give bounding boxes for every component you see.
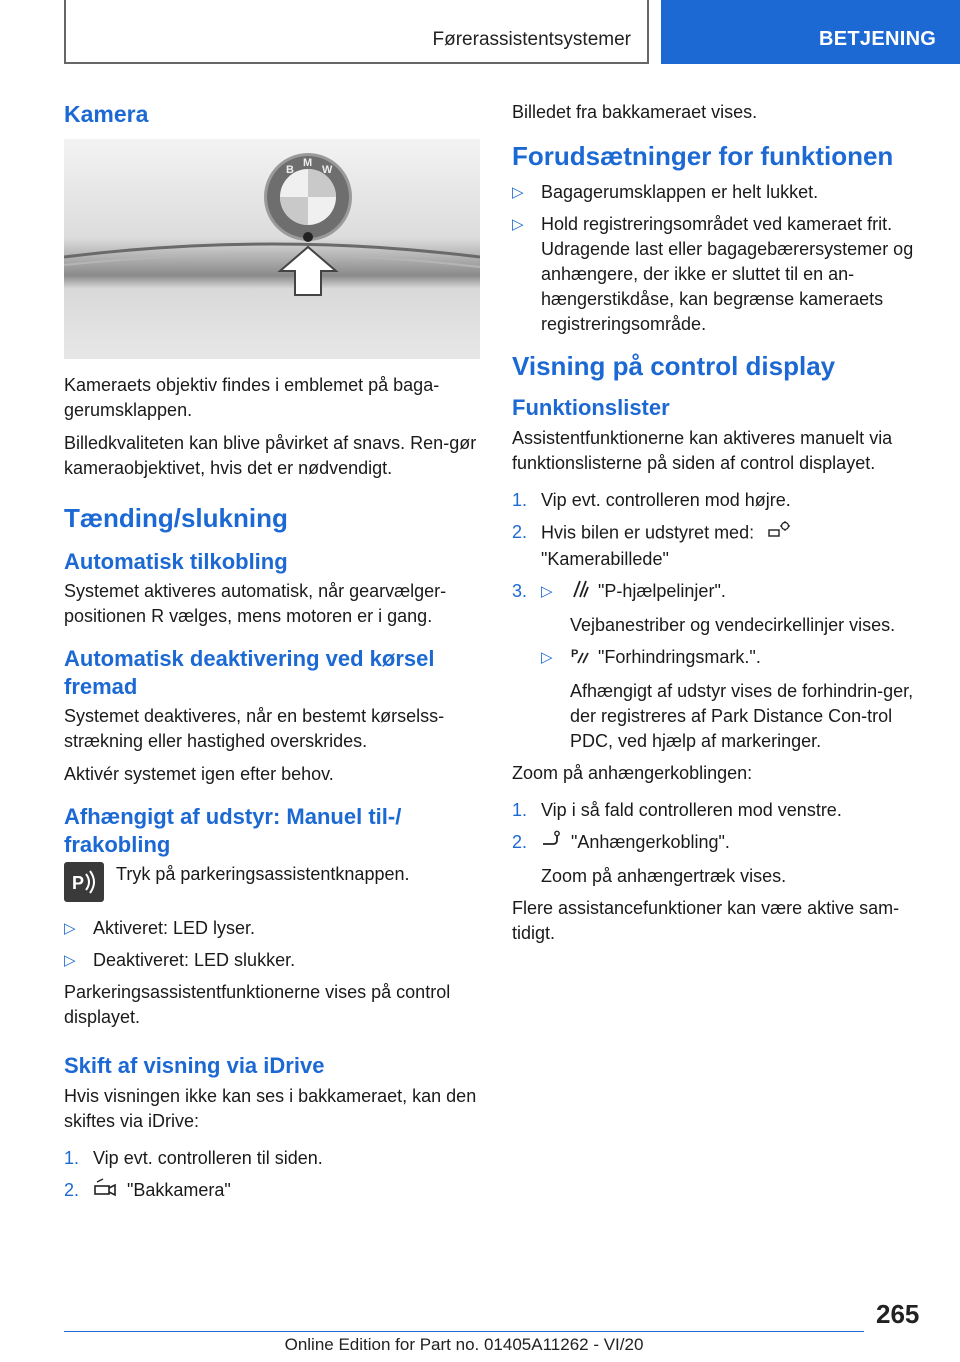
- step-item: [64, 1178, 480, 1205]
- on-off-heading: Tænding/slukning: [64, 502, 288, 533]
- switch-heading: Skift af visning via iDrive: [64, 1053, 325, 1079]
- svg-text:M: M: [303, 156, 313, 169]
- trailer-hitch-icon: [541, 830, 563, 857]
- step-text: "Anhængerkobling".: [571, 831, 730, 852]
- step-number: 1.: [512, 489, 528, 510]
- sub-text: [512, 613, 924, 638]
- triangle-bullet-icon: ▷: [512, 184, 524, 202]
- step-item: [64, 1146, 480, 1171]
- park-assist-button-text: Tryk på parkeringsassistentknappen.: [116, 864, 410, 885]
- right-column: [512, 100, 924, 954]
- bullet-text: Bagagerumsklappen er helt lukket.: [541, 182, 819, 203]
- bullet-text: Aktiveret: LED lyser.: [93, 918, 256, 939]
- sub-label: "P-hjælpelinjer".: [598, 580, 726, 601]
- step-text: Vip i så fald controlleren mod venstre.: [541, 799, 842, 820]
- step-text: "Bakkamera": [127, 1179, 231, 1200]
- header-section-box: [64, 0, 649, 64]
- step-text: Hvis bilen er udstyret med:: [541, 522, 755, 543]
- step-item: [512, 830, 924, 857]
- park-assist-button-row: [64, 862, 480, 902]
- switch-text: Hvis visningen ikke kan ses i bakkameraet, kan den skiftes via iDrive:: [64, 1085, 477, 1131]
- step-text-2: "Kamerabillede": [541, 548, 669, 569]
- auto-on-text: Systemet aktiveres automatisk, når gearvælger-positionen R vælges, mens motoren er i gang.: [64, 581, 447, 627]
- camera-emblem-photo: [64, 139, 480, 359]
- left-column: [64, 100, 480, 1212]
- page-number: 265: [876, 1299, 920, 1329]
- park-assist-button-icon: [64, 862, 104, 902]
- list-item: [512, 212, 924, 337]
- auto-off-text-2: Aktivér systemet igen efter behov.: [64, 764, 334, 785]
- zoom-result-text: Zoom på anhængertræk vises.: [541, 865, 787, 886]
- footer-divider: [64, 1331, 864, 1332]
- triangle-bullet-icon: ▷: [541, 648, 553, 666]
- auto-off-text: Systemet deaktiveres, når en bestemt kørselss-strækning eller hastighed overskrides.: [64, 706, 445, 752]
- step-item: [512, 488, 924, 513]
- svg-text:B: B: [286, 163, 294, 176]
- triangle-bullet-icon: ▷: [64, 952, 76, 970]
- step-number: 1.: [512, 799, 528, 820]
- zoom-text: Zoom på anhængerkoblingen:: [512, 762, 753, 783]
- triangle-bullet-icon: ▷: [64, 920, 76, 938]
- step-item: [512, 579, 924, 606]
- step-number: 2.: [512, 521, 528, 542]
- prereq-heading: Forudsætninger for funktionen: [512, 141, 894, 171]
- sub-text: [512, 679, 924, 754]
- step-item: [512, 798, 924, 823]
- list-item: [64, 916, 480, 941]
- camera-quality-text: Billedkvaliteten kan blive påvirket af snavs. Ren-gør kameraobjektivet, hvis det er nødvendigt.: [64, 432, 477, 478]
- list-item: [512, 180, 924, 205]
- triangle-bullet-icon: ▷: [541, 582, 553, 600]
- svg-text:P: P: [571, 647, 579, 660]
- svg-text:W: W: [322, 163, 333, 176]
- list-item: [64, 948, 480, 973]
- camera-lens-text: Kameraets objektiv findes i emblemet på baga-gerumsklappen.: [64, 374, 440, 420]
- step-number: 2.: [64, 1179, 80, 1200]
- sub-text-value: Vejbanestriber og vendecirkellinjer vises.: [570, 614, 896, 635]
- sub-label: "Forhindringsmark.".: [598, 646, 761, 667]
- step-text: Vip evt. controlleren mod højre.: [541, 489, 791, 510]
- camera-image-icon: [767, 520, 791, 547]
- obstacle-marking-icon: [570, 645, 590, 672]
- closing-text: Flere assistancefunktioner kan være aktive sam-tidigt.: [512, 897, 900, 943]
- sub-item: [512, 645, 924, 672]
- step-item: [512, 520, 924, 572]
- section-title: Førerassistentsystemer: [432, 29, 631, 50]
- footer-edition: Online Edition for Part no. 01405A11262 - VI/20: [284, 1335, 644, 1354]
- display-heading: Visning på control display: [512, 351, 836, 382]
- sub-text-value: Afhængigt af udstyr vises de forhindrin-ger, der registreres af Park Distance Con-trol PDC, ved hjælp af markeringer.: [570, 680, 914, 751]
- manual-heading: Afhængigt af udstyr: Manuel til-/ frakobling: [64, 804, 402, 857]
- step-number: 3.: [512, 580, 528, 601]
- triangle-bullet-icon: ▷: [512, 216, 524, 234]
- svg-text:P: P: [72, 873, 85, 894]
- parking-lines-icon: [570, 579, 590, 606]
- step-number: 1.: [64, 1147, 80, 1168]
- bullet-text: Hold registreringsområdet ved kameraet frit. Udragende last eller bagagebærersystemer og anhængere, der ikke er sluttet til en an-hængerstikdåse, kan begrænse kameraets registreringsområde.: [541, 214, 914, 335]
- auto-on-heading: Automatisk tilkobling: [64, 548, 288, 574]
- bullet-text: Deaktiveret: LED slukker.: [93, 950, 296, 971]
- lists-text: Assistentfunktionerne kan aktiveres manuelt via funktionslisterne på siden af control displayet.: [512, 427, 893, 473]
- rear-camera-icon: [93, 1178, 119, 1205]
- step-number: 2.: [512, 831, 528, 852]
- auto-off-heading: Automatisk deaktivering ved kørsel fremad: [64, 646, 435, 699]
- zoom-result: [512, 864, 924, 889]
- step-text: Vip evt. controlleren til siden.: [93, 1147, 323, 1168]
- intro-text: Billedet fra bakkameraet vises.: [512, 102, 758, 122]
- chapter-tab[interactable]: BETJENING: [661, 0, 960, 64]
- camera-heading: Kamera: [64, 101, 149, 127]
- lists-heading: Funktionslister: [512, 395, 670, 421]
- manual-after-text: Parkeringsassistentfunktionerne vises på control displayet.: [64, 982, 451, 1028]
